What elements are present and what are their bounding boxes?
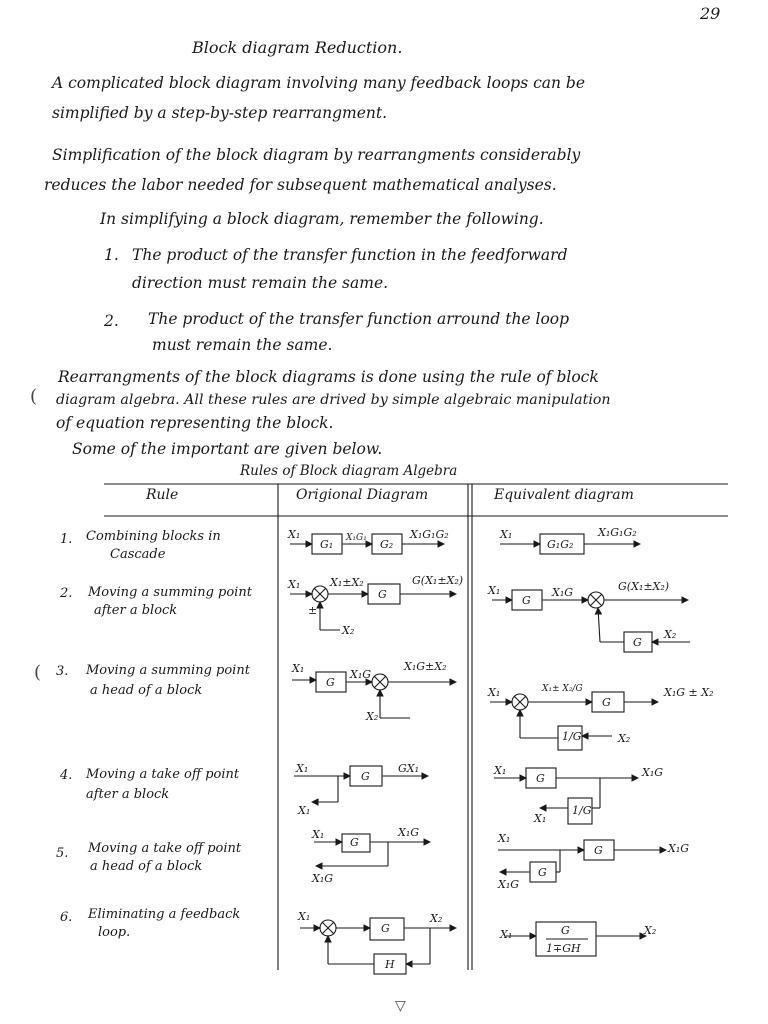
block-label: G₁G₂ <box>547 538 574 551</box>
signal-label: X₁G±X₂ <box>404 660 447 673</box>
signal-label: X₁G₁G₂ <box>598 526 637 539</box>
rule-text: Moving a take off point <box>86 767 240 782</box>
item-2-number: 2. <box>104 312 119 330</box>
signal-label: X₂ <box>618 732 631 745</box>
signal-label: X₁G <box>552 586 574 599</box>
rule-text: a head of a block <box>90 683 203 698</box>
signal-label: X₂ <box>644 924 657 937</box>
block-label: G₁ <box>320 538 334 551</box>
signal-label: X₂ <box>664 628 677 641</box>
signal-label: X₁ <box>292 662 305 675</box>
block-label: 1/G <box>572 804 592 817</box>
signal-label: X₁ <box>498 832 511 845</box>
block-label: G <box>522 594 531 607</box>
simplification-line-2: reduces the labor needed for subsequent mathematical analyses. <box>44 176 557 194</box>
rule-number: 5. <box>56 846 69 861</box>
block-label: G <box>378 588 387 601</box>
rule-text: after a block <box>94 603 178 618</box>
block-label: G <box>561 924 570 937</box>
signal-label: X₁G <box>642 766 664 779</box>
item-1-line-2: direction must remain the same. <box>132 274 389 292</box>
signal-label: X₁± X₂/G <box>542 684 583 694</box>
rule-number: 4. <box>60 768 73 783</box>
rearrangement-line-3: of equation representing the block. <box>56 414 334 432</box>
header-equivalent: Equivalent diagram <box>494 487 634 503</box>
page-title: Block diagram Reduction. <box>192 38 403 57</box>
signal-label: X₁ <box>288 578 301 591</box>
signal-label: X₁G <box>350 668 372 681</box>
rule-number: 6. <box>60 910 73 925</box>
signal-label: X₁G <box>668 842 690 855</box>
rule-text: Moving a summing point <box>86 663 250 678</box>
block-label: G <box>326 676 335 689</box>
block-label: 1/G <box>562 730 582 743</box>
intro-line-1: A complicated block diagram involving many feedback loops can be <box>52 74 586 92</box>
margin-bracket: ( <box>34 662 42 683</box>
rearrangement-line-2: diagram algebra. All these rules are drived by simple algebraic manipulation <box>56 392 611 408</box>
block-label: G <box>536 772 545 785</box>
block-label: G <box>381 922 390 935</box>
signal-label: X₁ <box>500 528 513 541</box>
signal-label: X₂ <box>366 710 379 723</box>
rule-text: Moving a take off point <box>88 841 242 856</box>
block-label: G <box>594 844 603 857</box>
rule-number: 3. <box>56 664 69 679</box>
rule5-equivalent <box>498 840 666 882</box>
rule-text: loop. <box>98 925 131 940</box>
block-label: G <box>361 770 370 783</box>
rule-text: a head of a block <box>90 859 203 874</box>
signal-label: G(X₁±X₂) <box>412 574 464 587</box>
block-label: G <box>538 866 547 879</box>
signal-label: X₁±X₂ <box>330 576 364 589</box>
simplification-line-1: Simplification of the block diagram by rearrangments considerably <box>52 146 581 164</box>
block-label: H <box>385 958 395 971</box>
signal-label: X₁ <box>288 528 301 541</box>
signal-label: X₁ <box>488 686 501 699</box>
signal-label: GX₁ <box>398 762 420 775</box>
rule-text: Combining blocks in <box>86 529 221 544</box>
signal-label: X₁G <box>498 878 520 891</box>
signal-label: X₁ <box>298 910 311 923</box>
signal-label: X₁ <box>494 764 507 777</box>
rule-text: Eliminating a feedback <box>88 907 241 922</box>
signal-label: X₁G₁G₂ <box>410 528 449 541</box>
intro-line-2: simplified by a step-by-step rearrangment. <box>52 104 388 122</box>
rule4-equivalent <box>494 768 638 824</box>
rearrangement-line-1: Rearrangments of the block diagrams is done using the rule of block <box>58 368 599 386</box>
signal-label: X₁ <box>488 584 501 597</box>
rule-text: Cascade <box>110 547 166 562</box>
signal-label: X₁G <box>312 872 334 885</box>
signal-label: X₁ <box>312 828 325 841</box>
header-original: Origional Diagram <box>296 487 429 503</box>
remember-line: In simplifying a block diagram, remember the following. <box>100 210 544 228</box>
signal-label: X₁ <box>534 812 547 825</box>
signal-label: X₁ <box>298 804 311 817</box>
signal-label: X₁G ± X₂ <box>664 686 714 699</box>
signal-label: X₁ <box>296 762 309 775</box>
rule-number: 1. <box>60 532 73 547</box>
header-rule: Rule <box>146 487 179 503</box>
item-2-line-2: must remain the same. <box>152 336 333 354</box>
signal-label: X₂ <box>342 624 355 637</box>
item-2-line-1: The product of the transfer function arround the loop <box>148 310 570 328</box>
bottom-mark: ▽ <box>395 998 406 1014</box>
signal-label: X₁ <box>500 928 513 941</box>
signal-label: X₁G₁ <box>346 533 367 543</box>
block-label: G <box>350 836 359 849</box>
rule6-original <box>300 918 456 974</box>
block-label: 1∓GH <box>546 942 581 955</box>
item-1-number: 1. <box>104 246 119 264</box>
block-label: G <box>633 636 642 649</box>
block-label: G <box>602 696 611 709</box>
block-label: G₂ <box>380 538 394 551</box>
item-1-line-1: The product of the transfer function in the feedforward <box>132 246 568 264</box>
signal-label: ± <box>308 604 318 617</box>
signal-label: X₁G <box>398 826 420 839</box>
margin-bracket: ( <box>30 386 38 407</box>
rule-text: Moving a summing point <box>88 585 252 600</box>
page-number: 29 <box>700 4 721 23</box>
table-caption: Rules of Block diagram Algebra <box>240 463 458 479</box>
rule-number: 2. <box>60 586 73 601</box>
signal-label: G(X₁±X₂) <box>618 580 670 593</box>
important-line: Some of the important are given below. <box>72 440 383 458</box>
signal-label: X₂ <box>430 912 443 925</box>
rule-text: after a block <box>86 787 170 802</box>
